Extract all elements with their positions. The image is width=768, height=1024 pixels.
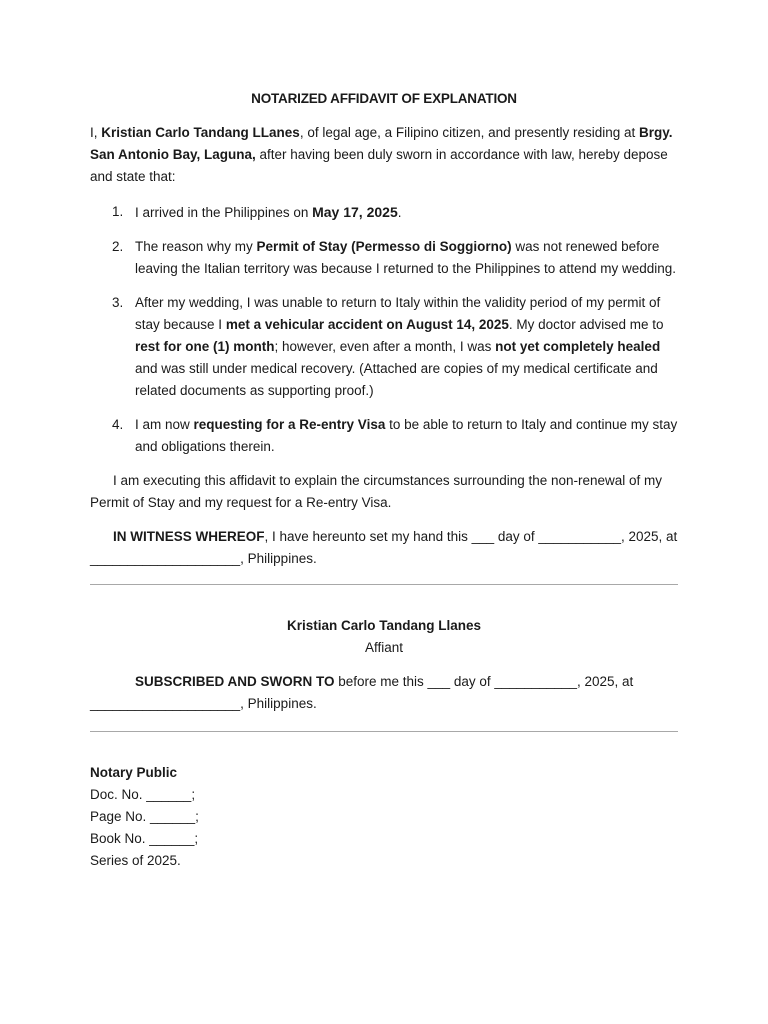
address-inline: Brgy. San Antonio Bay, Laguna, [90,125,673,162]
affiant-name-inline: Kristian Carlo Tandang LLanes [101,125,300,140]
intro-text-1: I, [90,125,102,140]
item-text: was not renewed before leaving the Italian territory was because I returned to the Philippines to attend my wedding. [135,239,677,276]
statement-list [90,201,678,458]
witness-paragraph [90,526,678,570]
affidavit-page [90,88,678,872]
item-text: . My doctor advised me to [508,317,664,332]
item-bold-text: Permit of Stay (Permesso di Soggiorno) [256,239,512,254]
notary-title: Notary Public [90,765,178,780]
item-text: to be able to return to Italy and continue my stay and obligations therein. [135,417,678,454]
affiant-name: Kristian Carlo Tandang Llanes [286,618,482,633]
book-no: Book No. ______; [90,831,199,846]
item-text: After my wedding, I was unable to return to Italy within the validity period of my permit of stay because I [135,295,661,332]
item-text: and was still under medical recovery. (Attached are copies of my medical certificate and related documents as supporting proof.) [135,361,658,398]
intro-paragraph [90,122,678,188]
notary-block [90,762,678,872]
witness-lead: IN WITNESS WHEREOF [113,529,265,544]
item-bold-text: May 17, 2025 [312,204,398,220]
list-number: 4. [112,417,124,432]
item-text: The reason why my [135,239,257,254]
list-number: 1. [112,204,124,219]
subscribed-text: before me this ___ day of ___________, 2025, at ____________________, Philippines. [90,674,634,711]
divider [90,584,678,585]
page-no: Page No. ______; [90,809,199,824]
subscribed-paragraph [90,671,678,715]
item-bold-text: requesting for a Re-entry Visa [193,417,386,432]
list-number: 2. [112,239,124,254]
list-number: 3. [112,295,124,310]
divider [90,731,678,732]
doc-no: Doc. No. ______; [90,787,196,802]
intro-text-2: , of legal age, a Filipino citizen, and presently residing at [299,125,640,140]
item-text: I am now [135,417,194,432]
list-item [90,201,678,224]
document-title: NOTARIZED AFFIDAVIT OF EXPLANATION [251,91,517,106]
list-item [90,414,678,458]
affiant-signature-block [90,615,678,659]
list-item [90,236,678,280]
item-text: I arrived in the Philippines on [135,205,313,220]
intro-text-3: after having been duly sworn in accordance with law, hereby depose and state that: [90,147,668,184]
series: Series of 2025. [90,853,181,868]
item-text: ; however, even after a month, I was [274,339,496,354]
list-item [90,292,678,402]
affiant-role: Affiant [364,640,404,655]
executing-paragraph: I am executing this affidavit to explain the circumstances surrounding the non-renewal of my Permit of Stay and my request for a Re-entry Visa. [90,473,663,510]
item-bold-text: met a vehicular accident on August 14, 2025 [225,317,509,332]
witness-text: , I have hereunto set my hand this ___ day of ___________, 2025, at ____________________, Philippines. [90,529,678,566]
item-bold-text: rest for one (1) month [135,339,275,354]
item-bold-text: not yet completely healed [495,339,661,354]
item-text: . [397,205,402,220]
subscribed-lead: SUBSCRIBED AND SWORN TO [135,674,335,689]
